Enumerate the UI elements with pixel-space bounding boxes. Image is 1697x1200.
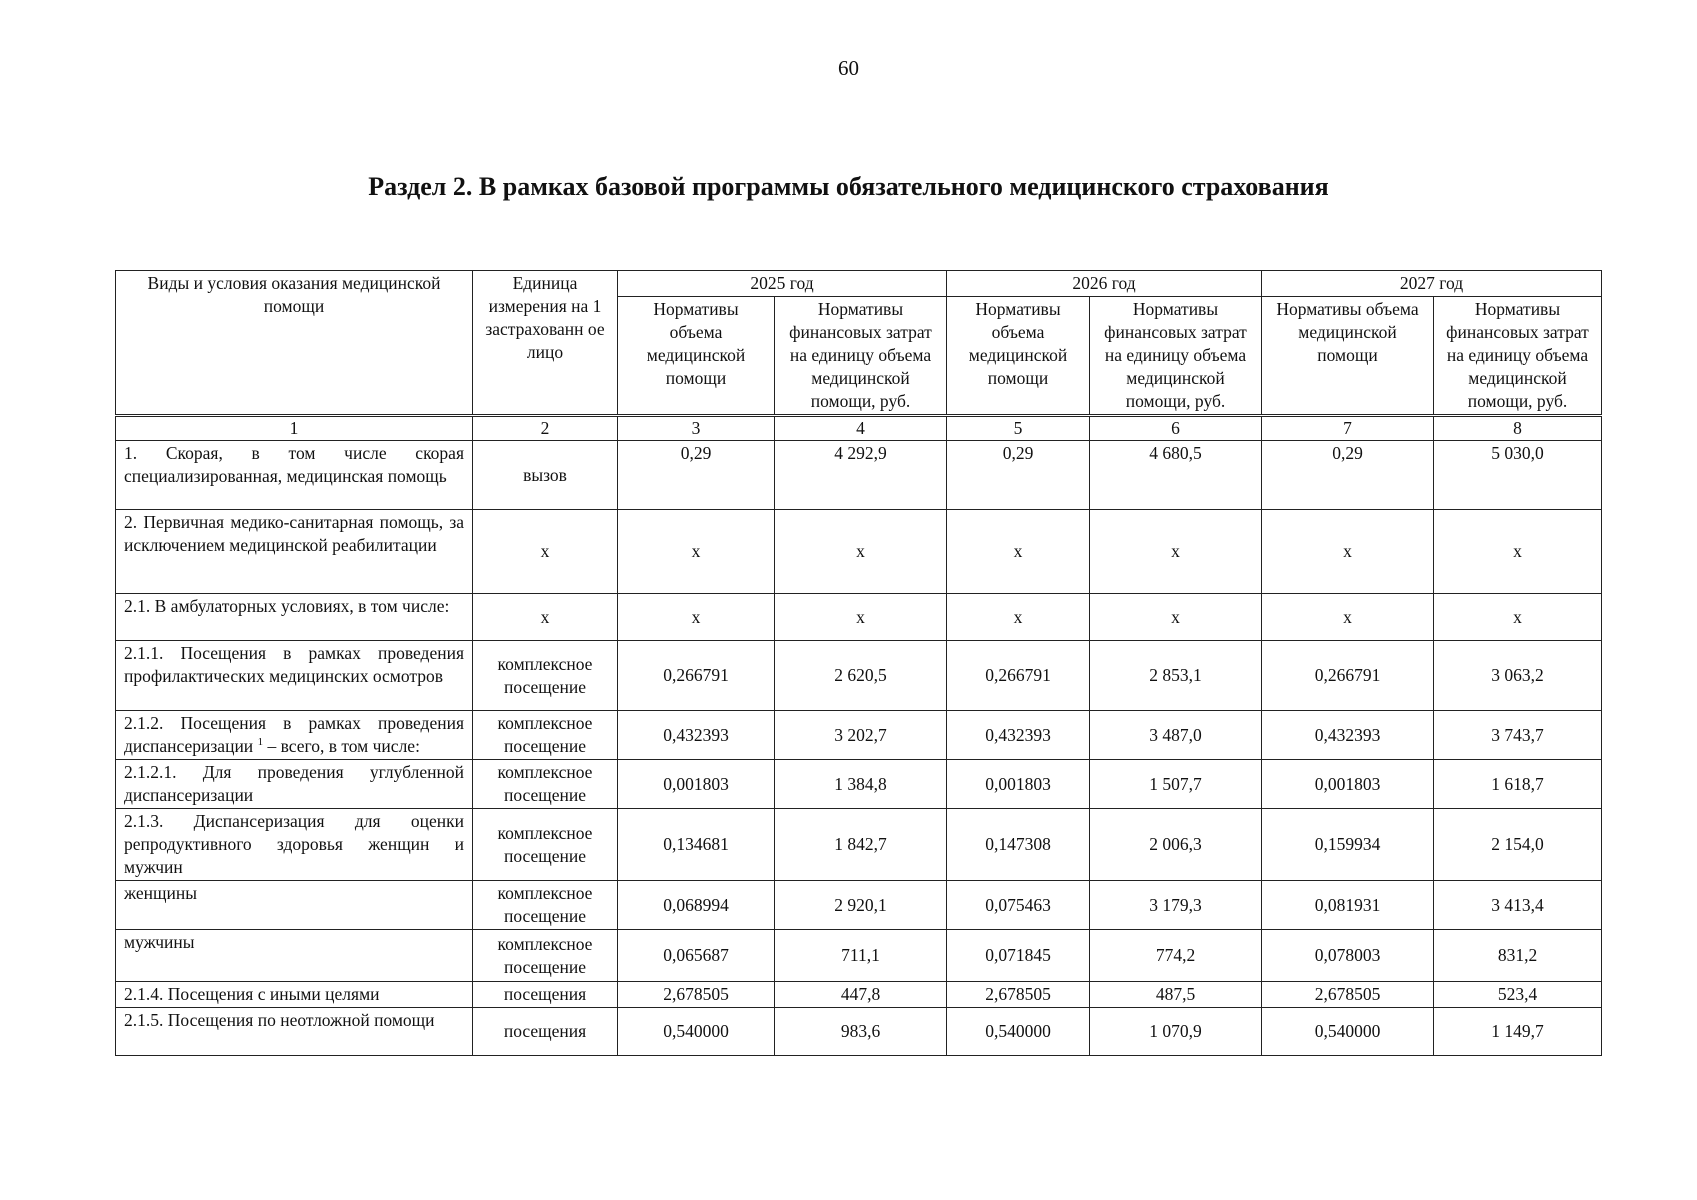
row-label: 2.1.4. Посещения с иными целями bbox=[116, 982, 473, 1008]
volume-value-2026: 0,001803 bbox=[947, 760, 1090, 809]
row-unit: вызов bbox=[473, 441, 618, 510]
volume-value-2026: 0,075463 bbox=[947, 881, 1090, 930]
cost-value-2026: 2 853,1 bbox=[1090, 641, 1262, 711]
volume-value-2026: 0,540000 bbox=[947, 1008, 1090, 1056]
volume-value-2025: 0,266791 bbox=[618, 641, 775, 711]
header-cost-norm-2025: Нормативы финансовых затрат на единицу объема медицинской помощи, руб. bbox=[775, 297, 947, 416]
header-cost-norm-2027: Нормативы финансовых затрат на единицу объема медицинской помощи, руб. bbox=[1434, 297, 1602, 416]
cost-value-2026: 1 507,7 bbox=[1090, 760, 1262, 809]
cost-value-2027: 1 618,7 bbox=[1434, 760, 1602, 809]
volume-value-2027: 0,159934 bbox=[1262, 809, 1434, 881]
row-unit: комплексное посещение bbox=[473, 881, 618, 930]
cost-value-2025: х bbox=[775, 594, 947, 641]
header-volume-norm-2027: Нормативы объема медицинской помощи bbox=[1262, 297, 1434, 416]
header-cost-norm-2026: Нормативы финансовых затрат на единицу объема медицинской помощи, руб. bbox=[1090, 297, 1262, 416]
row-unit: комплексное посещение bbox=[473, 711, 618, 760]
volume-value-2025: 0,065687 bbox=[618, 930, 775, 982]
cost-value-2026: х bbox=[1090, 510, 1262, 594]
volume-value-2025: 0,134681 bbox=[618, 809, 775, 881]
volume-value-2027: 2,678505 bbox=[1262, 982, 1434, 1008]
column-number: 3 bbox=[618, 416, 775, 441]
volume-value-2027: 0,540000 bbox=[1262, 1008, 1434, 1056]
row-unit: комплексное посещение bbox=[473, 809, 618, 881]
header-volume-norm-2026: Нормативы объема медицинской помощи bbox=[947, 297, 1090, 416]
table-row bbox=[116, 441, 1602, 510]
cost-value-2027: 1 149,7 bbox=[1434, 1008, 1602, 1056]
row-label: 2. Первичная медико-санитарная помощь, за исключением медицинской реабилитации bbox=[116, 510, 473, 594]
cost-value-2026: 3 179,3 bbox=[1090, 881, 1262, 930]
cost-value-2026: х bbox=[1090, 594, 1262, 641]
volume-value-2025: 0,432393 bbox=[618, 711, 775, 760]
volume-value-2025: 0,068994 bbox=[618, 881, 775, 930]
cost-value-2025: 983,6 bbox=[775, 1008, 947, 1056]
table-row bbox=[116, 510, 1602, 594]
header-unit: Единица измерения на 1 застрахованн ое лицо bbox=[473, 271, 618, 416]
volume-value-2025: 2,678505 bbox=[618, 982, 775, 1008]
row-label-text: 2.1.2. Посещения в рамках проведения диспансеризации bbox=[124, 713, 464, 756]
header-care-types: Виды и условия оказания медицинской помощи bbox=[116, 271, 473, 416]
cost-value-2025: 447,8 bbox=[775, 982, 947, 1008]
column-number-row bbox=[116, 416, 1602, 441]
volume-value-2026: 0,29 bbox=[947, 441, 1090, 510]
cost-value-2027: 831,2 bbox=[1434, 930, 1602, 982]
cost-value-2026: 2 006,3 bbox=[1090, 809, 1262, 881]
row-unit: комплексное посещение bbox=[473, 760, 618, 809]
volume-value-2026: 0,071845 bbox=[947, 930, 1090, 982]
row-unit: комплексное посещение bbox=[473, 641, 618, 711]
cost-value-2026: 4 680,5 bbox=[1090, 441, 1262, 510]
volume-value-2027: 0,001803 bbox=[1262, 760, 1434, 809]
section-title: Раздел 2. В рамках базовой программы обязательного медицинского страхования bbox=[368, 172, 1329, 201]
cost-value-2025: 1 384,8 bbox=[775, 760, 947, 809]
row-label bbox=[116, 711, 473, 760]
norms-table bbox=[115, 270, 1602, 1056]
table-row bbox=[116, 594, 1602, 641]
footnote-marker: 1 bbox=[257, 736, 264, 749]
cost-value-2026: 3 487,0 bbox=[1090, 711, 1262, 760]
cost-value-2026: 774,2 bbox=[1090, 930, 1262, 982]
cost-value-2027: 523,4 bbox=[1434, 982, 1602, 1008]
row-label: 2.1. В амбулаторных условиях, в том числе: bbox=[116, 594, 473, 641]
cost-value-2025: х bbox=[775, 510, 947, 594]
row-unit: х bbox=[473, 510, 618, 594]
volume-value-2026: 2,678505 bbox=[947, 982, 1090, 1008]
cost-value-2027: х bbox=[1434, 594, 1602, 641]
volume-value-2027: 0,078003 bbox=[1262, 930, 1434, 982]
row-label: 2.1.2.1. Для проведения углубленной диспансеризации bbox=[116, 760, 473, 809]
volume-value-2026: х bbox=[947, 510, 1090, 594]
volume-value-2026: х bbox=[947, 594, 1090, 641]
volume-value-2027: х bbox=[1262, 510, 1434, 594]
table-row bbox=[116, 809, 1602, 881]
cost-value-2027: х bbox=[1434, 510, 1602, 594]
column-number: 2 bbox=[473, 416, 618, 441]
cost-value-2025: 711,1 bbox=[775, 930, 947, 982]
table-row bbox=[116, 641, 1602, 711]
cost-value-2027: 5 030,0 bbox=[1434, 441, 1602, 510]
header-year-2026: 2026 год bbox=[947, 271, 1262, 297]
cost-value-2027: 2 154,0 bbox=[1434, 809, 1602, 881]
row-unit: посещения bbox=[473, 1008, 618, 1056]
row-unit: посещения bbox=[473, 982, 618, 1008]
volume-value-2027: 0,432393 bbox=[1262, 711, 1434, 760]
table-row bbox=[116, 760, 1602, 809]
volume-value-2025: х bbox=[618, 510, 775, 594]
row-label: 1. Скорая, в том числе скорая специализированная, медицинская помощь bbox=[116, 441, 473, 510]
cost-value-2025: 3 202,7 bbox=[775, 711, 947, 760]
table-row bbox=[116, 711, 1602, 760]
cost-value-2025: 2 620,5 bbox=[775, 641, 947, 711]
header-year-2027: 2027 год bbox=[1262, 271, 1602, 297]
row-label-rest: – всего, в том числе: bbox=[263, 736, 420, 756]
row-label: 2.1.1. Посещения в рамках проведения профилактических медицинских осмотров bbox=[116, 641, 473, 711]
header-volume-norm-2025: Нормативы объема медицинской помощи bbox=[618, 297, 775, 416]
row-unit: комплексное посещение bbox=[473, 930, 618, 982]
row-label: мужчины bbox=[116, 930, 473, 982]
column-number: 8 bbox=[1434, 416, 1602, 441]
column-number: 4 bbox=[775, 416, 947, 441]
row-label: женщины bbox=[116, 881, 473, 930]
cost-value-2026: 1 070,9 bbox=[1090, 1008, 1262, 1056]
volume-value-2026: 0,266791 bbox=[947, 641, 1090, 711]
volume-value-2025: х bbox=[618, 594, 775, 641]
header-row-years bbox=[116, 271, 1602, 297]
page-number: 60 bbox=[838, 56, 859, 80]
volume-value-2025: 0,540000 bbox=[618, 1008, 775, 1056]
header-year-2025: 2025 год bbox=[618, 271, 947, 297]
column-number: 5 bbox=[947, 416, 1090, 441]
column-number: 1 bbox=[116, 416, 473, 441]
volume-value-2027: х bbox=[1262, 594, 1434, 641]
column-number: 6 bbox=[1090, 416, 1262, 441]
column-number: 7 bbox=[1262, 416, 1434, 441]
volume-value-2027: 0,266791 bbox=[1262, 641, 1434, 711]
volume-value-2025: 0,001803 bbox=[618, 760, 775, 809]
cost-value-2027: 3 063,2 bbox=[1434, 641, 1602, 711]
volume-value-2025: 0,29 bbox=[618, 441, 775, 510]
volume-value-2027: 0,081931 bbox=[1262, 881, 1434, 930]
row-label: 2.1.5. Посещения по неотложной помощи bbox=[116, 1008, 473, 1056]
table-row bbox=[116, 1008, 1602, 1056]
cost-value-2026: 487,5 bbox=[1090, 982, 1262, 1008]
row-unit: х bbox=[473, 594, 618, 641]
table-row bbox=[116, 930, 1602, 982]
cost-value-2027: 3 743,7 bbox=[1434, 711, 1602, 760]
cost-value-2027: 3 413,4 bbox=[1434, 881, 1602, 930]
table-row bbox=[116, 881, 1602, 930]
volume-value-2026: 0,147308 bbox=[947, 809, 1090, 881]
row-label: 2.1.3. Диспансеризация для оценки репродуктивного здоровья женщин и мужчин bbox=[116, 809, 473, 881]
volume-value-2026: 0,432393 bbox=[947, 711, 1090, 760]
cost-value-2025: 2 920,1 bbox=[775, 881, 947, 930]
table-row bbox=[116, 982, 1602, 1008]
cost-value-2025: 4 292,9 bbox=[775, 441, 947, 510]
cost-value-2025: 1 842,7 bbox=[775, 809, 947, 881]
volume-value-2027: 0,29 bbox=[1262, 441, 1434, 510]
